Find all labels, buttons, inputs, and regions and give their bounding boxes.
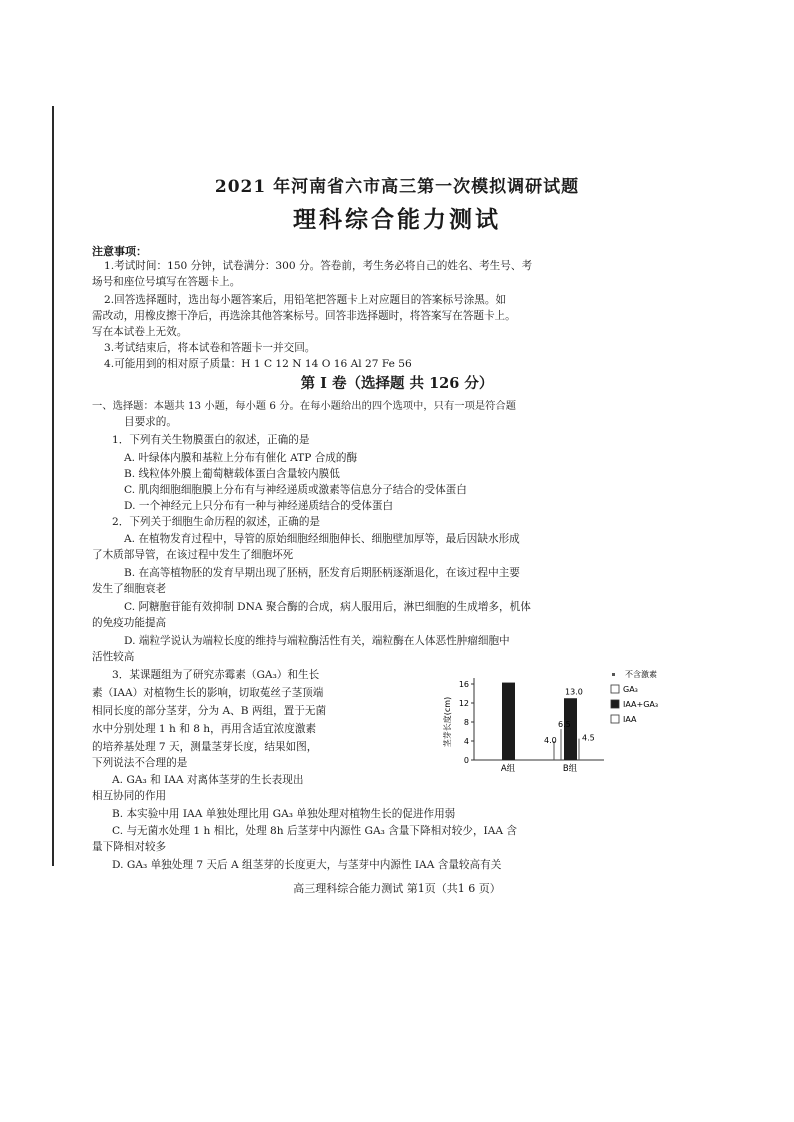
q3-stem-line: 下列说法不合理的是	[92, 757, 188, 769]
q2-line: B. 在高等植物胚的发育早期出现了胚柄，胚发育后期胚柄逐渐退化，在该过程中主要	[124, 567, 520, 579]
data-label: 4.5	[582, 733, 595, 743]
y-tick-label: 16	[458, 680, 469, 689]
q3-option-c-cont: 量下降相对较多	[92, 841, 167, 853]
q3-stem-line: 3．某课题组为了研究赤霉素（GA₃）和生长	[112, 669, 320, 681]
x-tick-label: B组	[562, 764, 578, 774]
notice-line: 1.考试时间：150 分钟，试卷满分：300 分。答卷前，考生务必将自己的姓名、考生号、考	[104, 260, 533, 272]
y-tick-label: 4	[463, 737, 469, 746]
q2-line: 的免疫功能提高	[92, 617, 167, 629]
section-intro: 一、选择题：本题共 13 小题，每小题 6 分。在每小题给出的四个选项中，只有一项是符合题	[92, 400, 517, 412]
notice-line: 4.可能用到的相对原子质量：H 1 C 12 N 14 O 16 Al 27 Fe 56	[104, 358, 412, 370]
legend-label: IAA+GA₃	[623, 700, 659, 709]
data-label: 4.0	[544, 736, 557, 745]
legend-label: 不含激素	[625, 670, 657, 679]
notice-line: 场号和座位号填写在答题卡上。	[92, 276, 241, 288]
bar-chart	[440, 664, 680, 774]
q2-line: A. 在植物发育过程中，导管的原始细胞经细胞伸长、细胞壁加厚等，最后因缺水形成	[124, 533, 520, 545]
legend-swatch	[612, 673, 615, 676]
bar-a-group	[502, 683, 515, 760]
legend-label: GA₃	[623, 685, 638, 694]
q2-stem: 2．下列关于细胞生命历程的叙述，正确的是	[112, 516, 321, 528]
legend-swatch	[611, 700, 619, 708]
q2-line: 了木质部导管，在该过程中发生了细胞坏死	[92, 549, 294, 561]
q1-option-a: A. 叶绿体内膜和基粒上分布有催化 ATP 合成的酶	[124, 452, 358, 464]
q2-line: C. 阿糖胞苷能有效抑制 DNA 聚合酶的合成，病人服用后，淋巴细胞的生成增多，机体	[124, 601, 531, 613]
notice-line: 2.回答选择题时，选出每小题答案后，用铅笔把答题卡上对应题目的答案标号涂黑。如	[104, 294, 507, 306]
y-axis-label: 茎芽长度(cm)	[443, 696, 452, 748]
legend-label: IAA	[623, 715, 637, 724]
page-footer: 高三理科综合能力测试 第1页（共1 6 页）	[293, 882, 501, 895]
data-label: 6.5	[558, 720, 571, 730]
q3-option-a-cont: 相互协同的作用	[92, 790, 167, 802]
y-tick-label: 0	[463, 756, 469, 765]
y-tick-label: 12	[458, 699, 469, 708]
q3-stem-line: 素（IAA）对植物生长的影响，切取菟丝子茎顶端	[92, 687, 324, 699]
legend-swatch	[611, 715, 619, 723]
exam-subject-title: 理科综合能力测试	[293, 206, 501, 233]
q3-stem-line: 的培养基处理 7 天，测量茎芽长度，结果如图，	[92, 741, 318, 753]
q2-line: D. 端粒学说认为端粒长度的维持与端粒酶活性有关，端粒酶在人体恶性肿瘤细胞中	[124, 635, 510, 647]
notice-line: 需改动，用橡皮擦干净后，再选涂其他答案标号。回答非选择题时，将答案写在答题卡上。	[92, 310, 516, 322]
section-title: 第 Ⅰ 卷（选择题 共 126 分）	[300, 375, 494, 392]
notice-heading: 注意事项：	[92, 245, 147, 258]
chart-svg	[440, 664, 680, 774]
q1-option-b: B. 线粒体外膜上葡萄糖载体蛋白含量较内膜低	[124, 468, 340, 480]
y-tick-label: 8	[463, 718, 469, 727]
legend-swatch	[611, 685, 619, 693]
q3-option-d: D. GA₃ 单独处理 7 天后 A 组茎芽的长度更大，与茎芽中内源性 IAA 含量较高有关	[112, 859, 502, 871]
q3-option-b: B. 本实验中用 IAA 单独处理比用 GA₃ 单独处理对植物生长的促进作用弱	[112, 808, 456, 820]
x-tick-label: A组	[500, 764, 516, 774]
notice-line: 3.考试结束后，将本试卷和答题卡一并交回。	[104, 342, 316, 354]
q3-option-a: A. GA₃ 和 IAA 对离体茎芽的生长表现出	[112, 774, 304, 786]
section-intro: 目要求的。	[124, 416, 177, 428]
notice-line: 写在本试卷上无效。	[92, 326, 188, 338]
q1-stem: 1．下列有关生物膜蛋白的叙述，正确的是	[112, 434, 310, 446]
q1-option-c: C. 肌肉细胞细胞膜上分布有与神经递质或激素等信息分子结合的受体蛋白	[124, 484, 467, 496]
q2-line: 活性较高	[92, 651, 135, 663]
q1-option-d: D. 一个神经元上只分布有一种与神经递质结合的受体蛋白	[124, 500, 394, 512]
q3-stem-line: 水中分别处理 1 h 和 8 h，再用含适宜浓度激素	[92, 723, 317, 735]
exam-title: 2021 年河南省六市高三第一次模拟调研试题	[214, 177, 580, 197]
q3-stem-line: 相同长度的部分茎芽，分为 A、B 两组，置于无菌	[92, 705, 327, 717]
q3-option-c: C. 与无菌水处理 1 h 相比，处理 8h 后茎芽中内源性 GA₃ 含量下降相对较少，IAA 含	[112, 825, 517, 837]
bar-b-iaa-ga3	[564, 698, 577, 760]
q2-line: 发生了细胞衰老	[92, 583, 167, 595]
data-label: 13.0	[565, 687, 583, 697]
